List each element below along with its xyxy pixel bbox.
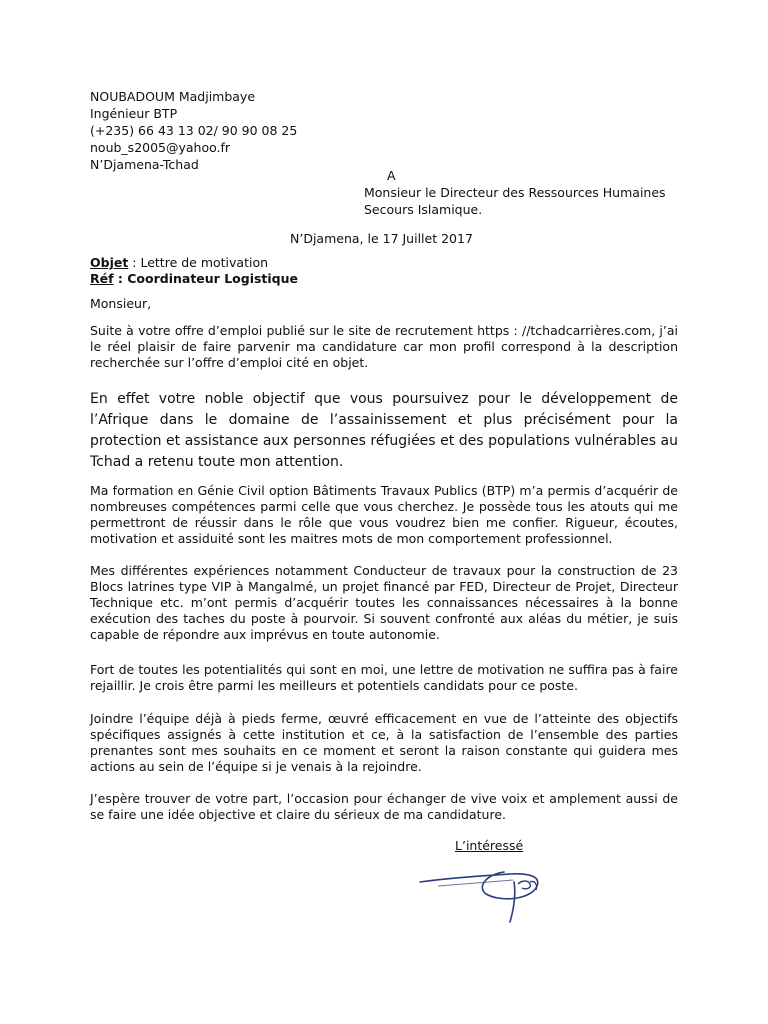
sender-name: NOUBADOUM Madjimbaye xyxy=(90,89,256,104)
subject-line xyxy=(90,255,268,271)
letter-date: N’Djamena, le 17 Juillet 2017 xyxy=(290,231,473,246)
reference-label: Réf xyxy=(90,271,114,286)
reference-line xyxy=(90,271,298,286)
recipient-prefix: A xyxy=(387,168,396,183)
paragraph-7: J’espère trouver de votre part, l’occasion pour échanger de vive voix et amplement aussi de se faire une idée objective et claire du sérieux de ma candidature. xyxy=(90,791,678,822)
paragraph-4: Mes différentes expériences notamment Conducteur de travaux pour la construction de 23 Blocs latrines type VIP à Mangalmé, un projet financé par FED, Directeur de Projet, Directeur Technique etc. m’ont permis d’acquérir toutes les connaissances nécessaires à la bonne exécution des taches du poste à pourvoir. Si souvent confronté aux aléas du métier, je suis capable de répondre aux imprévus en toute autonomie. xyxy=(90,563,678,642)
handwritten-signature xyxy=(418,860,568,930)
sender-email: noub_s2005@yahoo.fr xyxy=(90,140,231,155)
paragraph-3: Ma formation en Génie Civil option Bâtiments Travaux Publics (BTP) m’a permis d’acquérir de nombreuses compétences parmi celle que vous cherchez. Je possède tous les atouts qui me permettront de réussir dans le rôle que vous voudrez bien me confier. Rigueur, écoutes, motivation et assiduité sont les maitres mots de mon comportement professionnel. xyxy=(90,483,678,546)
paragraph-6: Joindre l’équipe déjà à pieds ferme, œuvré efficacement en vue de l’atteinte des objectifs spécifiques assignés à cette institution et ce, à la satisfaction de l’ensemble des parties prenantes sont mes souhaits en ce moment et seront la raison constante qui guidera mes actions au sein de l’équipe si je venais à la rejoindre. xyxy=(90,711,678,774)
sender-city: N’Djamena-Tchad xyxy=(90,157,199,172)
salutation: Monsieur, xyxy=(90,296,152,311)
subject-text: : Lettre de motivation xyxy=(128,255,269,270)
subject-label: Objet xyxy=(90,255,129,270)
closing-signoff: L’intéressé xyxy=(455,838,524,853)
recipient-line-2: Secours Islamique. xyxy=(364,202,483,217)
reference-text: : Coordinateur Logistique xyxy=(113,271,299,286)
paragraph-1: Suite à votre offre d’emploi publié sur le site de recrutement https : //tchadcarrières.com, j’ai le réel plaisir de faire parvenir ma candidature car mon profil correspond à la description recherchée sur l’offre d’emploi cité en objet. xyxy=(90,323,678,370)
sender-block xyxy=(90,88,297,173)
sender-phone: (+235) 66 43 13 02/ 90 90 08 25 xyxy=(90,123,298,138)
sender-title: Ingénieur BTP xyxy=(90,106,178,121)
paragraph-5: Fort de toutes les potentialités qui sont en moi, une lettre de motivation ne suffira pas à faire rejaillir. Je crois être parmi les meilleurs et potentiels candidats pour ce poste. xyxy=(90,662,678,693)
recipient-line-1: Monsieur le Directeur des Ressources Humaines xyxy=(364,185,666,200)
recipient-block xyxy=(364,184,666,218)
paragraph-2: En effet votre noble objectif que vous poursuivez pour le développement de l’Afrique dans le domaine de l’assainissement et plus précisément pour la protection et assistance aux personnes réfugiées et des populations vulnérables au Tchad a retenu toute mon attention. xyxy=(90,391,678,470)
